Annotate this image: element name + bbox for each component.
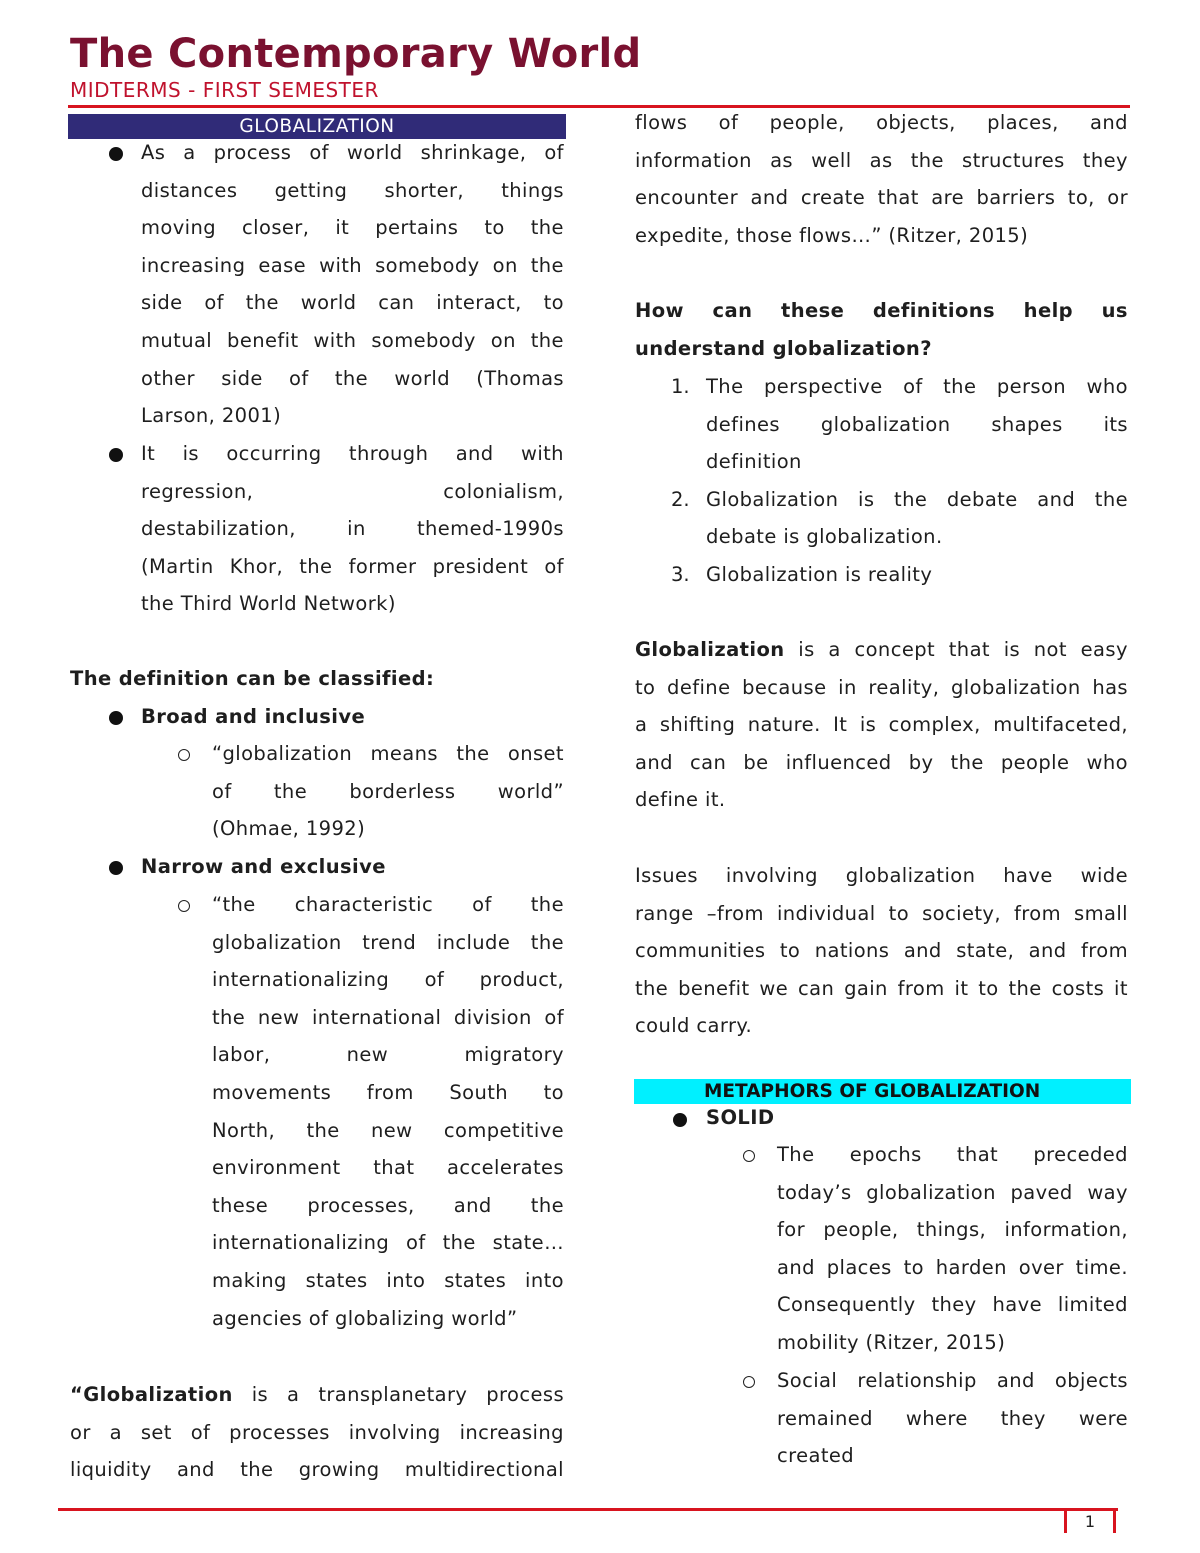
text-line: “Globalization is a transplanetary process: [70, 1383, 564, 1406]
question-line: How can these definitions help us: [635, 299, 1128, 322]
solid-label: SOLID: [706, 1106, 775, 1129]
bullet-text-line: side of the world can interact, to: [141, 291, 564, 315]
section-title-globalization: GLOBALIZATION: [68, 114, 566, 139]
text-line: information as well as the structures they: [635, 148, 1128, 172]
solid-text-line: mobility (Ritzer, 2015): [777, 1331, 1006, 1354]
list-number: 3.: [671, 563, 690, 586]
quote-line: of the borderless world”: [212, 779, 564, 803]
list-item-line: debate is globalization.: [706, 525, 943, 549]
bullet-text-line: It is occurring through and with: [141, 442, 564, 465]
quote-line: agencies of globalizing world”: [212, 1306, 518, 1330]
bullet-icon: [673, 1113, 687, 1127]
text-line: flows of people, objects, places, and: [635, 111, 1128, 134]
text-line: Issues involving globalization have wide: [635, 864, 1128, 887]
text-line: expedite, those flows…” (Ritzer, 2015): [635, 223, 1029, 247]
bullet-icon: [109, 147, 123, 161]
list-item-line: Globalization is reality: [706, 563, 933, 586]
quote-line: (Ohmae, 1992): [212, 817, 366, 841]
solid-text-line: remained where they were: [777, 1406, 1128, 1430]
quote-line: “globalization means the onset: [212, 742, 564, 765]
solid-text-line: Social relationship and objects: [777, 1369, 1128, 1392]
quote-line: globalization trend include the: [212, 930, 564, 954]
bullet-text-line: increasing ease with somebody on the: [141, 253, 564, 277]
list-item-line: defines globalization shapes its: [706, 412, 1128, 436]
text-line: define it.: [635, 788, 726, 812]
bullet-text-line: (Martin Khor, the former president of: [141, 554, 564, 578]
text-line: could carry.: [635, 1014, 753, 1038]
quote-line: internationalizing of the state…: [212, 1231, 564, 1255]
bullet-text-line: the Third World Network): [141, 592, 396, 616]
quote-line: internationalizing of product,: [212, 968, 564, 992]
bullet-text-line: As a process of world shrinkage, of: [141, 141, 564, 164]
list-number: 2.: [671, 487, 690, 511]
header-rule: [68, 105, 1130, 108]
circle-bullet-icon: [178, 900, 190, 912]
quote-line: environment that accelerates: [212, 1156, 564, 1180]
circle-bullet-icon: [178, 749, 190, 761]
bullet-text-line: destabilization, in themed-1990s: [141, 517, 564, 541]
bullet-text-line: mutual benefit with somebody on the: [141, 329, 564, 352]
text-line: or a set of processes involving increasing: [70, 1420, 564, 1444]
text-line: communities to nations and state, and from: [635, 939, 1128, 963]
quote-line: these processes, and the: [212, 1193, 564, 1217]
list-item-line: Globalization is the debate and the: [706, 487, 1128, 511]
circle-bullet-icon: [743, 1150, 755, 1162]
text-line: a shifting nature. It is complex, multifaceted,: [635, 713, 1128, 737]
list-item-line: The perspective of the person who: [706, 375, 1128, 398]
bullet-text-line: Larson, 2001): [141, 404, 282, 428]
quote-line: North, the new competitive: [212, 1118, 564, 1142]
classified-heading: The definition can be classified:: [70, 667, 435, 690]
quote-line: “the characteristic of the: [212, 893, 564, 916]
bullet-text-line: regression, colonialism,: [141, 479, 564, 503]
quote-line: labor, new migratory: [212, 1043, 564, 1067]
solid-text-line: for people, things, information,: [777, 1218, 1128, 1242]
text-line: encounter and create that are barriers to, or: [635, 186, 1128, 210]
text-line: range –from individual to society, from small: [635, 901, 1128, 925]
question-line: understand globalization?: [635, 336, 932, 360]
document-title: The Contemporary World: [70, 31, 642, 77]
page-number: 1: [1064, 1511, 1116, 1533]
quote-line: making states into states into: [212, 1269, 564, 1292]
solid-text-line: Consequently they have limited: [777, 1293, 1128, 1317]
solid-text-line: today’s globalization paved way: [777, 1180, 1128, 1204]
section-title-metaphors: METAPHORS OF GLOBALIZATION: [634, 1079, 1131, 1104]
broad-label: Broad and inclusive: [141, 705, 366, 728]
bullet-icon: [109, 861, 123, 875]
list-item-line: definition: [706, 450, 802, 474]
quote-line: the new international division of: [212, 1005, 564, 1029]
text-line: to define because in reality, globalization has: [635, 675, 1128, 699]
document-subtitle: MIDTERMS - FIRST SEMESTER: [70, 78, 379, 102]
bullet-text-line: moving closer, it pertains to the: [141, 216, 564, 240]
bullet-icon: [109, 711, 123, 725]
narrow-label: Narrow and exclusive: [141, 855, 386, 878]
quote-line: movements from South to: [212, 1081, 564, 1104]
bullet-icon: [109, 448, 123, 462]
text-line: and can be influenced by the people who: [635, 750, 1128, 774]
solid-text-line: The epochs that preceded: [777, 1143, 1128, 1166]
footer-rule: [58, 1508, 1118, 1511]
circle-bullet-icon: [743, 1376, 755, 1388]
bullet-text-line: distances getting shorter, things: [141, 178, 564, 202]
text-line: Globalization is a concept that is not easy: [635, 638, 1128, 661]
text-line: the benefit we can gain from it to the costs it: [635, 976, 1128, 1000]
solid-text-line: and places to harden over time.: [777, 1255, 1128, 1279]
solid-text-line: created: [777, 1444, 855, 1468]
bullet-text-line: other side of the world (Thomas: [141, 366, 564, 390]
list-number: 1.: [671, 375, 690, 398]
text-line: liquidity and the growing multidirectional: [70, 1458, 564, 1482]
